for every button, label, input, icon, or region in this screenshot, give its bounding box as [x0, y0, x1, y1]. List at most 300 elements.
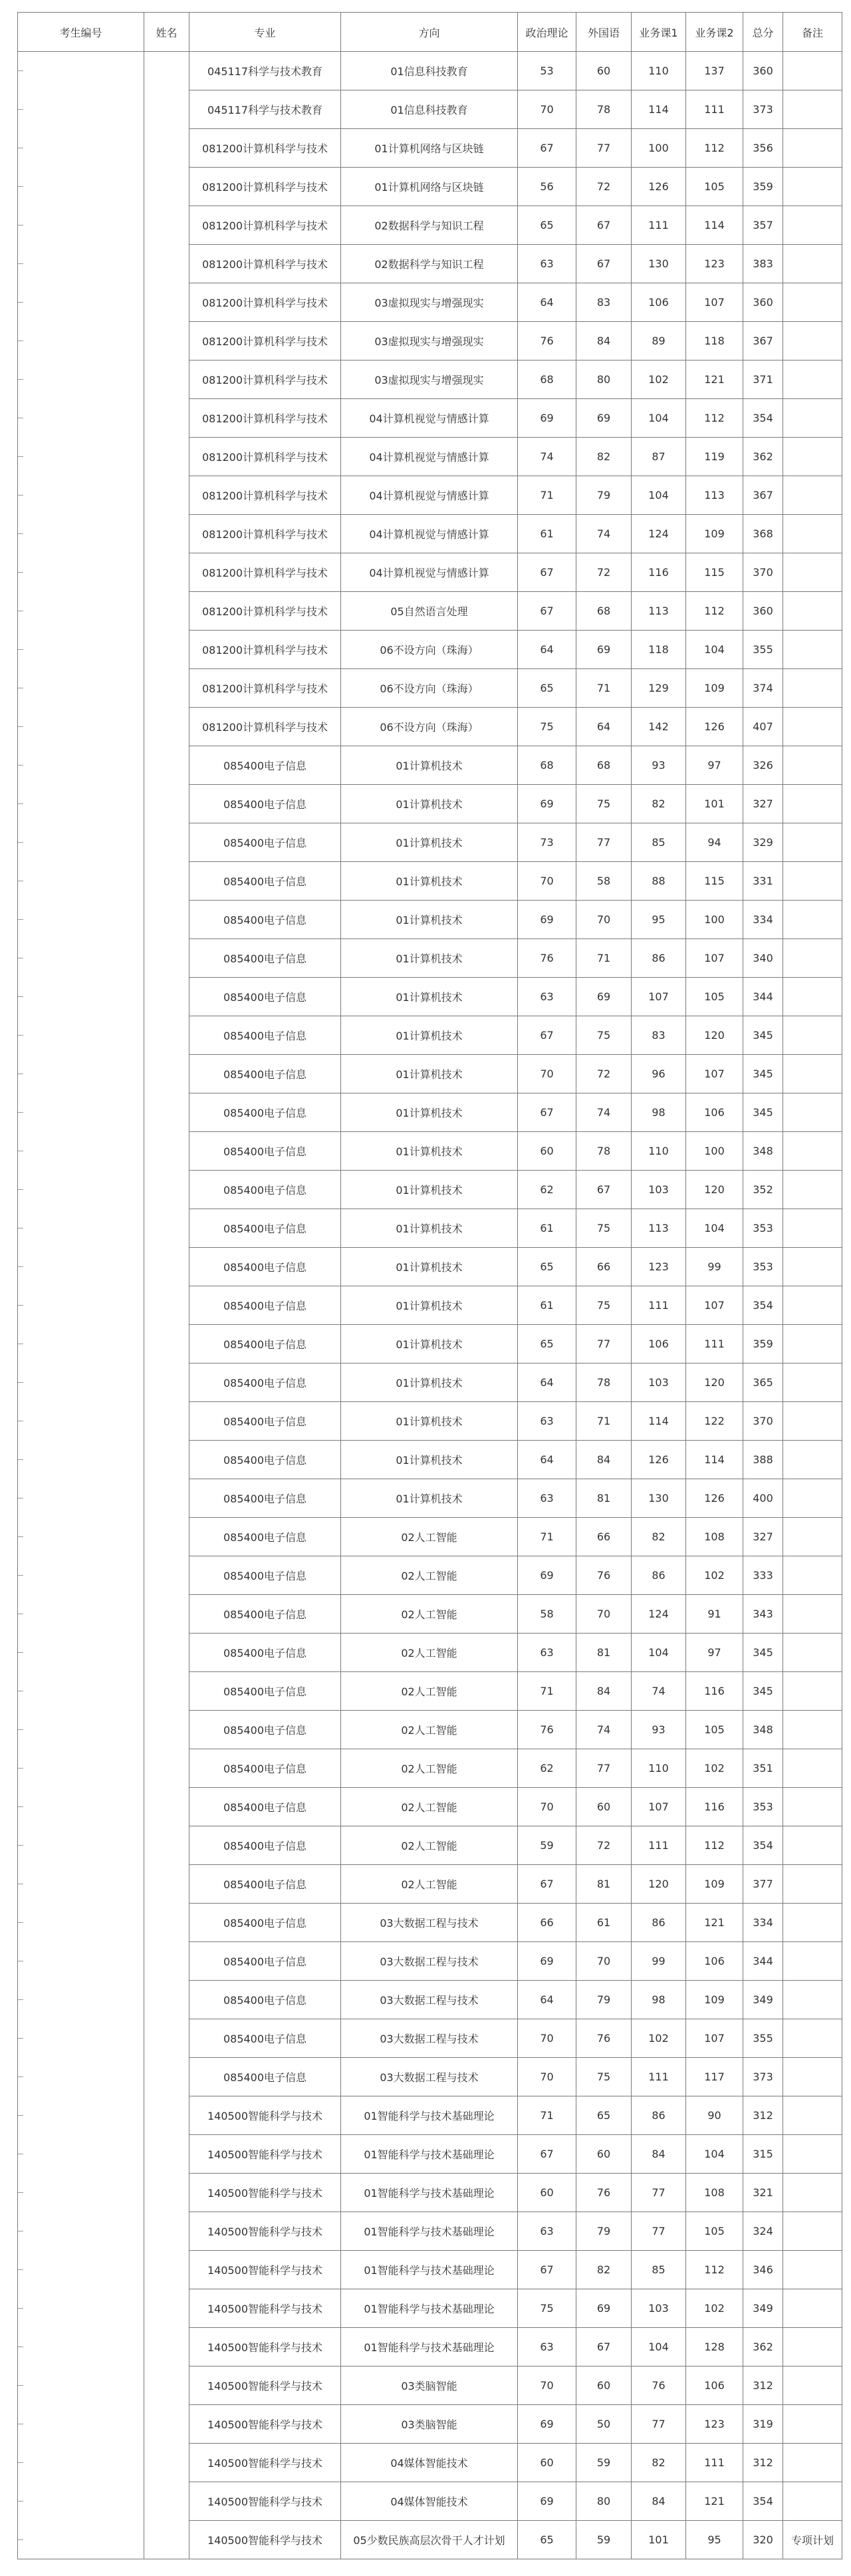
- name-cell: [144, 1556, 189, 1595]
- table-row: [18, 1788, 842, 1826]
- total-score-cell: 354: [743, 1286, 783, 1325]
- subject-2-score-cell: 106: [686, 1942, 743, 1981]
- total-score-cell: 354: [743, 2482, 783, 2521]
- total-score-cell: 312: [743, 2444, 783, 2482]
- subject-1-score-cell: 106: [632, 1325, 686, 1363]
- header-candidate-id: 考生编号: [18, 13, 144, 52]
- subject-2-score-cell: 116: [686, 1672, 743, 1711]
- candidate-id-cell: [18, 1093, 144, 1132]
- name-cell: [144, 708, 189, 746]
- foreign-language-score-cell: 71: [576, 1402, 632, 1441]
- politics-score-cell: 60: [518, 1132, 576, 1171]
- candidate-id-cell: [18, 1016, 144, 1055]
- remark-cell: [783, 1865, 842, 1904]
- major-cell: 081200计算机科学与技术: [189, 515, 341, 553]
- direction-cell: 02人工智能: [341, 1865, 518, 1904]
- candidate-id-cell: [18, 1595, 144, 1634]
- total-score-cell: 360: [743, 52, 783, 90]
- name-cell: [144, 515, 189, 553]
- direction-cell: 01智能科学与技术基础理论: [341, 2251, 518, 2289]
- foreign-language-score-cell: 72: [576, 168, 632, 206]
- direction-cell: 05少数民族高层次骨干人才计划: [341, 2521, 518, 2559]
- politics-score-cell: 69: [518, 399, 576, 438]
- row-separator-mark: [18, 1382, 23, 1383]
- major-cell: 085400电子信息: [189, 1325, 341, 1363]
- candidate-id-cell: [18, 1209, 144, 1248]
- candidate-id-cell: [18, 245, 144, 283]
- table-row: [18, 1093, 842, 1132]
- total-score-cell: 344: [743, 1942, 783, 1981]
- direction-cell: 03大数据工程与技术: [341, 2058, 518, 2096]
- remark-cell: [783, 862, 842, 901]
- candidate-id-cell: [18, 206, 144, 245]
- politics-score-cell: 75: [518, 2289, 576, 2328]
- major-cell: 085400电子信息: [189, 1518, 341, 1556]
- remark-cell: [783, 206, 842, 245]
- direction-cell: 01计算机技术: [341, 1325, 518, 1363]
- row-separator-mark: [18, 1729, 23, 1730]
- candidate-id-cell: [18, 669, 144, 708]
- table-row: [18, 1402, 842, 1441]
- direction-cell: 03类脑智能: [341, 2405, 518, 2444]
- major-cell: 085400电子信息: [189, 785, 341, 823]
- row-separator-mark: [18, 1999, 23, 2000]
- foreign-language-score-cell: 72: [576, 1055, 632, 1093]
- table-row: [18, 1479, 842, 1518]
- subject-1-score-cell: 126: [632, 168, 686, 206]
- politics-score-cell: 63: [518, 245, 576, 283]
- subject-2-score-cell: 104: [686, 631, 743, 669]
- subject-2-score-cell: 123: [686, 2405, 743, 2444]
- foreign-language-score-cell: 60: [576, 2135, 632, 2174]
- name-cell: [144, 1904, 189, 1942]
- header-remark: 备注: [783, 13, 842, 52]
- foreign-language-score-cell: 66: [576, 1518, 632, 1556]
- candidate-id-cell: [18, 2289, 144, 2328]
- direction-cell: 03虚拟现实与增强现实: [341, 360, 518, 399]
- foreign-language-score-cell: 77: [576, 1325, 632, 1363]
- subject-1-score-cell: 83: [632, 1016, 686, 1055]
- direction-cell: 01智能科学与技术基础理论: [341, 2174, 518, 2212]
- subject-1-score-cell: 104: [632, 2328, 686, 2366]
- remark-cell: [783, 2212, 842, 2251]
- politics-score-cell: 53: [518, 52, 576, 90]
- subject-2-score-cell: 107: [686, 1286, 743, 1325]
- row-separator-mark: [18, 1305, 23, 1306]
- politics-score-cell: 63: [518, 2212, 576, 2251]
- total-score-cell: 354: [743, 1826, 783, 1865]
- table-row: [18, 399, 842, 438]
- foreign-language-score-cell: 78: [576, 90, 632, 129]
- subject-2-score-cell: 97: [686, 1634, 743, 1672]
- table-row: [18, 901, 842, 939]
- candidate-id-cell: [18, 708, 144, 746]
- major-cell: 085400电子信息: [189, 2058, 341, 2096]
- subject-2-score-cell: 102: [686, 1749, 743, 1788]
- foreign-language-score-cell: 75: [576, 1286, 632, 1325]
- direction-cell: 02人工智能: [341, 1672, 518, 1711]
- total-score-cell: 333: [743, 1556, 783, 1595]
- total-score-cell: 383: [743, 245, 783, 283]
- candidate-id-cell: [18, 2174, 144, 2212]
- politics-score-cell: 65: [518, 1248, 576, 1286]
- politics-score-cell: 71: [518, 1672, 576, 1711]
- total-score-cell: 329: [743, 823, 783, 862]
- remark-cell: [783, 1749, 842, 1788]
- major-cell: 081200计算机科学与技术: [189, 553, 341, 592]
- name-cell: [144, 1826, 189, 1865]
- row-separator-mark: [18, 533, 23, 534]
- subject-1-score-cell: 103: [632, 2289, 686, 2328]
- table-row: [18, 322, 842, 360]
- major-cell: 140500智能科学与技术: [189, 2096, 341, 2135]
- row-separator-mark: [18, 803, 23, 804]
- foreign-language-score-cell: 84: [576, 1441, 632, 1479]
- candidate-id-cell: [18, 1325, 144, 1363]
- direction-cell: 01计算机技术: [341, 1171, 518, 1209]
- remark-cell: [783, 1711, 842, 1749]
- total-score-cell: 355: [743, 631, 783, 669]
- total-score-cell: 360: [743, 592, 783, 631]
- remark-cell: [783, 631, 842, 669]
- subject-1-score-cell: 86: [632, 1556, 686, 1595]
- major-cell: 081200计算机科学与技术: [189, 438, 341, 476]
- subject-2-score-cell: 109: [686, 1865, 743, 1904]
- subject-2-score-cell: 107: [686, 283, 743, 322]
- remark-cell: [783, 785, 842, 823]
- subject-1-score-cell: 110: [632, 52, 686, 90]
- total-score-cell: 320: [743, 2521, 783, 2559]
- total-score-cell: 373: [743, 2058, 783, 2096]
- total-score-cell: 340: [743, 939, 783, 978]
- candidate-id-cell: [18, 1518, 144, 1556]
- name-cell: [144, 438, 189, 476]
- table-row: [18, 2135, 842, 2174]
- subject-1-score-cell: 88: [632, 862, 686, 901]
- major-cell: 085400电子信息: [189, 746, 341, 785]
- subject-1-score-cell: 107: [632, 978, 686, 1016]
- subject-2-score-cell: 113: [686, 476, 743, 515]
- subject-1-score-cell: 106: [632, 283, 686, 322]
- subject-2-score-cell: 120: [686, 1171, 743, 1209]
- subject-2-score-cell: 100: [686, 901, 743, 939]
- table-body: [18, 52, 842, 2559]
- total-score-cell: 327: [743, 785, 783, 823]
- subject-2-score-cell: 105: [686, 1711, 743, 1749]
- foreign-language-score-cell: 69: [576, 2289, 632, 2328]
- politics-score-cell: 71: [518, 1518, 576, 1556]
- major-cell: 140500智能科学与技术: [189, 2174, 341, 2212]
- name-cell: [144, 2251, 189, 2289]
- subject-1-score-cell: 107: [632, 1788, 686, 1826]
- subject-1-score-cell: 129: [632, 669, 686, 708]
- candidate-id-cell: [18, 129, 144, 168]
- table-row: [18, 2096, 842, 2135]
- subject-2-score-cell: 109: [686, 669, 743, 708]
- direction-cell: 01计算机技术: [341, 746, 518, 785]
- remark-cell: [783, 1325, 842, 1363]
- table-row: [18, 2174, 842, 2212]
- remark-cell: [783, 399, 842, 438]
- name-cell: [144, 2328, 189, 2366]
- name-cell: [144, 129, 189, 168]
- table-row: [18, 785, 842, 823]
- direction-cell: 02人工智能: [341, 1556, 518, 1595]
- name-cell: [144, 168, 189, 206]
- name-cell: [144, 1248, 189, 1286]
- row-separator-mark: [18, 302, 23, 303]
- politics-score-cell: 61: [518, 1286, 576, 1325]
- total-score-cell: 345: [743, 1672, 783, 1711]
- row-separator-mark: [18, 2539, 23, 2540]
- subject-2-score-cell: 91: [686, 1595, 743, 1634]
- row-separator-mark: [18, 1922, 23, 1923]
- subject-2-score-cell: 116: [686, 1788, 743, 1826]
- foreign-language-score-cell: 77: [576, 823, 632, 862]
- major-cell: 085400电子信息: [189, 1248, 341, 1286]
- foreign-language-score-cell: 83: [576, 283, 632, 322]
- row-separator-mark: [18, 2038, 23, 2039]
- major-cell: 085400电子信息: [189, 1093, 341, 1132]
- direction-cell: 03大数据工程与技术: [341, 2019, 518, 2058]
- candidate-id-cell: [18, 1711, 144, 1749]
- subject-1-score-cell: 104: [632, 399, 686, 438]
- row-separator-mark: [18, 2192, 23, 2193]
- name-cell: [144, 90, 189, 129]
- total-score-cell: 370: [743, 1402, 783, 1441]
- remark-cell: [783, 1788, 842, 1826]
- name-cell: [144, 1479, 189, 1518]
- foreign-language-score-cell: 67: [576, 1171, 632, 1209]
- header-subject-2: 业务课2: [686, 13, 743, 52]
- subject-2-score-cell: 118: [686, 322, 743, 360]
- table-row: [18, 168, 842, 206]
- row-separator-mark: [18, 495, 23, 496]
- subject-1-score-cell: 110: [632, 1132, 686, 1171]
- total-score-cell: 351: [743, 1749, 783, 1788]
- candidate-id-cell: [18, 1556, 144, 1595]
- remark-cell: [783, 1556, 842, 1595]
- table-row: [18, 1904, 842, 1942]
- subject-1-score-cell: 130: [632, 1479, 686, 1518]
- header-foreign-language: 外国语: [576, 13, 632, 52]
- candidate-id-cell: [18, 553, 144, 592]
- major-cell: 085400电子信息: [189, 1788, 341, 1826]
- subject-1-score-cell: 113: [632, 592, 686, 631]
- politics-score-cell: 68: [518, 746, 576, 785]
- subject-1-score-cell: 111: [632, 1286, 686, 1325]
- remark-cell: [783, 2366, 842, 2405]
- subject-1-score-cell: 116: [632, 553, 686, 592]
- subject-2-score-cell: 114: [686, 1441, 743, 1479]
- candidate-id-cell: [18, 746, 144, 785]
- politics-score-cell: 75: [518, 708, 576, 746]
- subject-1-score-cell: 85: [632, 2251, 686, 2289]
- total-score-cell: 368: [743, 515, 783, 553]
- politics-score-cell: 65: [518, 1325, 576, 1363]
- candidate-id-cell: [18, 592, 144, 631]
- major-cell: 085400电子信息: [189, 1286, 341, 1325]
- candidate-id-cell: [18, 515, 144, 553]
- subject-1-score-cell: 98: [632, 1093, 686, 1132]
- total-score-cell: 353: [743, 1248, 783, 1286]
- subject-2-score-cell: 99: [686, 1248, 743, 1286]
- name-cell: [144, 2289, 189, 2328]
- direction-cell: 01计算机技术: [341, 1402, 518, 1441]
- direction-cell: 02人工智能: [341, 1749, 518, 1788]
- subject-1-score-cell: 102: [632, 2019, 686, 2058]
- table-row: [18, 939, 842, 978]
- total-score-cell: 324: [743, 2212, 783, 2251]
- subject-1-score-cell: 74: [632, 1672, 686, 1711]
- remark-cell: [783, 2096, 842, 2135]
- score-table: [17, 12, 842, 2559]
- major-cell: 140500智能科学与技术: [189, 2405, 341, 2444]
- remark-cell: [783, 2444, 842, 2482]
- table-row: [18, 2251, 842, 2289]
- major-cell: 085400电子信息: [189, 1595, 341, 1634]
- subject-2-score-cell: 121: [686, 360, 743, 399]
- remark-cell: [783, 1402, 842, 1441]
- subject-1-score-cell: 86: [632, 2096, 686, 2135]
- total-score-cell: 344: [743, 978, 783, 1016]
- foreign-language-score-cell: 66: [576, 1248, 632, 1286]
- name-cell: [144, 1865, 189, 1904]
- name-cell: [144, 2135, 189, 2174]
- candidate-id-cell: [18, 52, 144, 90]
- foreign-language-score-cell: 84: [576, 1672, 632, 1711]
- subject-2-score-cell: 120: [686, 1016, 743, 1055]
- table-row: [18, 631, 842, 669]
- row-separator-mark: [18, 649, 23, 650]
- candidate-id-cell: [18, 1132, 144, 1171]
- major-cell: 081200计算机科学与技术: [189, 129, 341, 168]
- subject-2-score-cell: 106: [686, 2366, 743, 2405]
- subject-2-score-cell: 106: [686, 1093, 743, 1132]
- politics-score-cell: 62: [518, 1171, 576, 1209]
- table-row: [18, 1942, 842, 1981]
- row-separator-mark: [18, 765, 23, 766]
- subject-2-score-cell: 102: [686, 2289, 743, 2328]
- major-cell: 140500智能科学与技术: [189, 2482, 341, 2521]
- candidate-id-cell: [18, 1055, 144, 1093]
- row-separator-mark: [18, 2115, 23, 2116]
- direction-cell: 04媒体智能技术: [341, 2482, 518, 2521]
- total-score-cell: 348: [743, 1132, 783, 1171]
- politics-score-cell: 65: [518, 669, 576, 708]
- header-name: 姓名: [144, 13, 189, 52]
- remark-cell: [783, 1518, 842, 1556]
- foreign-language-score-cell: 80: [576, 360, 632, 399]
- total-score-cell: 315: [743, 2135, 783, 2174]
- politics-score-cell: 70: [518, 2366, 576, 2405]
- name-cell: [144, 1711, 189, 1749]
- table-row: [18, 1826, 842, 1865]
- direction-cell: 01计算机技术: [341, 939, 518, 978]
- name-cell: [144, 206, 189, 245]
- subject-2-score-cell: 128: [686, 2328, 743, 2366]
- table-row: [18, 1286, 842, 1325]
- major-cell: 140500智能科学与技术: [189, 2366, 341, 2405]
- major-cell: 081200计算机科学与技术: [189, 399, 341, 438]
- politics-score-cell: 67: [518, 2135, 576, 2174]
- foreign-language-score-cell: 81: [576, 1865, 632, 1904]
- subject-2-score-cell: 111: [686, 90, 743, 129]
- remark-cell: [783, 360, 842, 399]
- candidate-id-cell: [18, 1402, 144, 1441]
- politics-score-cell: 60: [518, 2174, 576, 2212]
- major-cell: 140500智能科学与技术: [189, 2212, 341, 2251]
- name-cell: [144, 2019, 189, 2058]
- name-cell: [144, 2482, 189, 2521]
- major-cell: 140500智能科学与技术: [189, 2135, 341, 2174]
- name-cell: [144, 1981, 189, 2019]
- direction-cell: 03虚拟现实与增强现实: [341, 283, 518, 322]
- candidate-id-cell: [18, 1634, 144, 1672]
- direction-cell: 01信息科技教育: [341, 90, 518, 129]
- subject-1-score-cell: 123: [632, 1248, 686, 1286]
- row-separator-mark: [18, 726, 23, 727]
- total-score-cell: 359: [743, 1325, 783, 1363]
- subject-1-score-cell: 100: [632, 129, 686, 168]
- subject-2-score-cell: 107: [686, 1055, 743, 1093]
- total-score-cell: 362: [743, 438, 783, 476]
- subject-2-score-cell: 123: [686, 245, 743, 283]
- total-score-cell: 367: [743, 476, 783, 515]
- name-cell: [144, 52, 189, 90]
- remark-cell: [783, 90, 842, 129]
- row-separator-mark: [18, 1073, 23, 1074]
- subject-2-score-cell: 94: [686, 823, 743, 862]
- remark-cell: [783, 1634, 842, 1672]
- total-score-cell: 359: [743, 168, 783, 206]
- direction-cell: 02数据科学与知识工程: [341, 206, 518, 245]
- candidate-id-cell: [18, 476, 144, 515]
- subject-1-score-cell: 87: [632, 438, 686, 476]
- foreign-language-score-cell: 78: [576, 1363, 632, 1402]
- direction-cell: 02数据科学与知识工程: [341, 245, 518, 283]
- remark-cell: [783, 1093, 842, 1132]
- direction-cell: 01智能科学与技术基础理论: [341, 2135, 518, 2174]
- subject-2-score-cell: 105: [686, 168, 743, 206]
- subject-2-score-cell: 105: [686, 2212, 743, 2251]
- total-score-cell: 353: [743, 1209, 783, 1248]
- remark-cell: [783, 823, 842, 862]
- name-cell: [144, 2212, 189, 2251]
- table-row: [18, 978, 842, 1016]
- candidate-id-cell: [18, 438, 144, 476]
- subject-2-score-cell: 115: [686, 553, 743, 592]
- row-separator-mark: [18, 1266, 23, 1267]
- major-cell: 085400电子信息: [189, 901, 341, 939]
- politics-score-cell: 71: [518, 2096, 576, 2135]
- politics-score-cell: 63: [518, 978, 576, 1016]
- remark-cell: [783, 2058, 842, 2096]
- row-separator-mark: [18, 379, 23, 380]
- name-cell: [144, 1634, 189, 1672]
- row-separator-mark: [18, 2501, 23, 2502]
- foreign-language-score-cell: 59: [576, 2444, 632, 2482]
- politics-score-cell: 63: [518, 1479, 576, 1518]
- direction-cell: 04计算机视觉与情感计算: [341, 476, 518, 515]
- remark-cell: [783, 1363, 842, 1402]
- major-cell: 085400电子信息: [189, 2019, 341, 2058]
- subject-1-score-cell: 101: [632, 2521, 686, 2559]
- direction-cell: 01信息科技教育: [341, 52, 518, 90]
- name-cell: [144, 1441, 189, 1479]
- remark-cell: [783, 515, 842, 553]
- table-row: [18, 669, 842, 708]
